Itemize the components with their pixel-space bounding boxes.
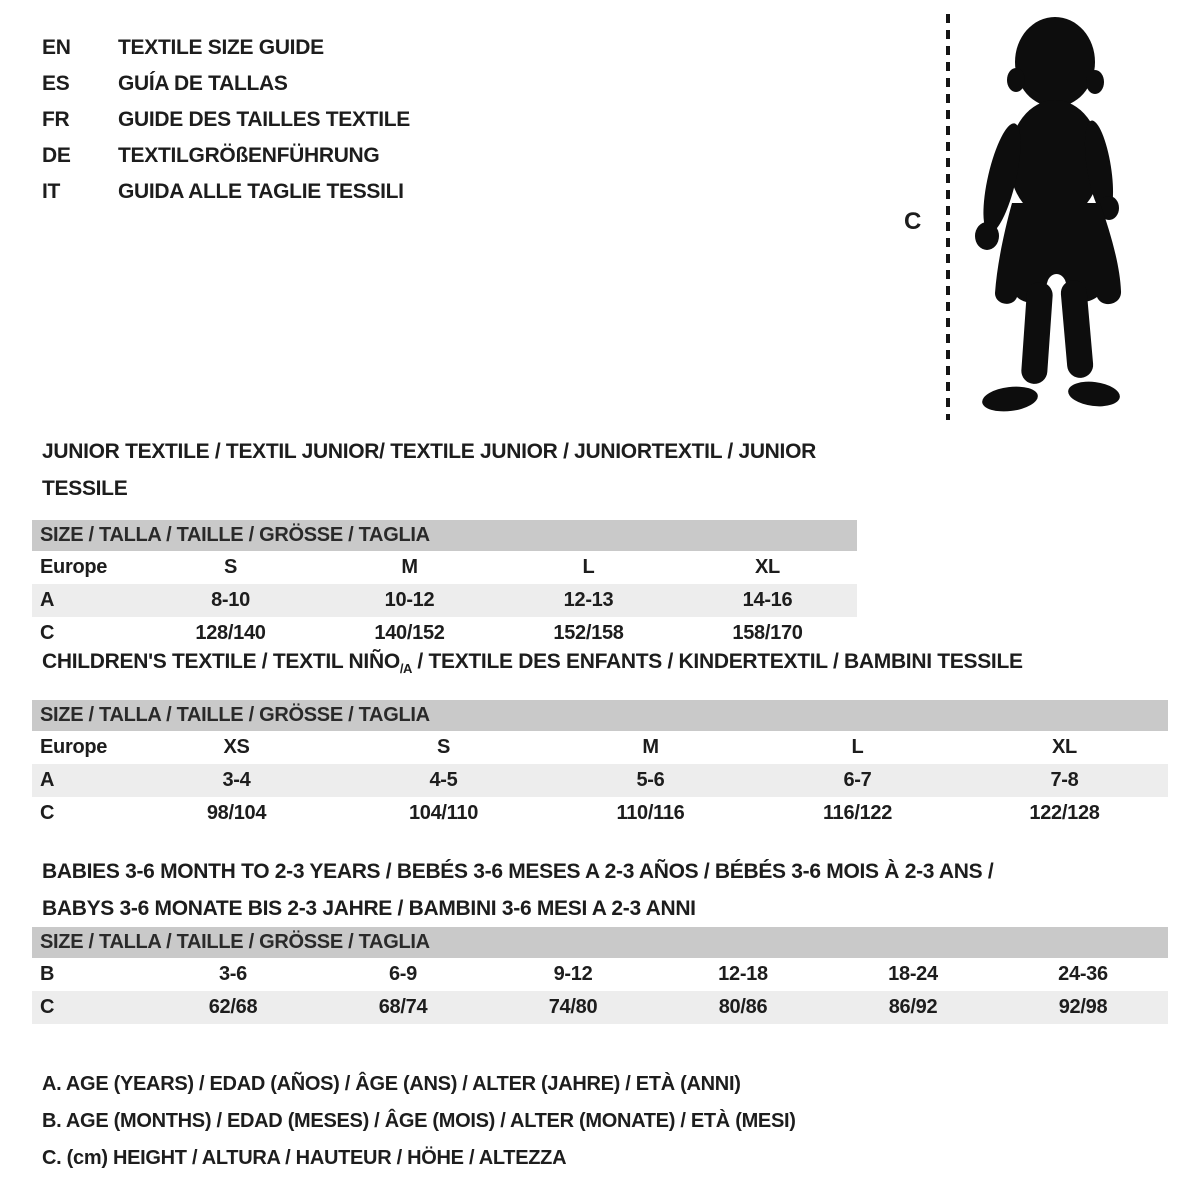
- size-header-bar: SIZE / TALLA / TAILLE / GRÖSSE / TAGLIA: [32, 520, 857, 551]
- children-textile-section: [32, 640, 1168, 830]
- cell-value: 98/104: [206, 802, 267, 825]
- cell-value: 5-6: [636, 769, 665, 792]
- cell-value: 140/152: [374, 622, 445, 644]
- language-code: DE: [42, 144, 71, 167]
- legend-line: A. AGE (YEARS) / EDAD (AÑOS) / ÂGE (ANS) / ALTER (JAHRE) / ETÀ (ANNI): [42, 1073, 741, 1095]
- section-title-line: [42, 853, 1168, 890]
- language-row: [42, 66, 410, 102]
- language-row: [42, 102, 410, 138]
- cell-value: 92/98: [1058, 996, 1108, 1018]
- section-title-line: [42, 433, 857, 507]
- cell-value: L: [582, 556, 595, 578]
- cell-value: 6-9: [388, 963, 417, 985]
- cell-value: XL: [1052, 736, 1077, 759]
- section-title: [32, 430, 857, 507]
- table-row: [32, 797, 1168, 830]
- cell-value: 4-5: [429, 769, 458, 792]
- title-text: / TEXTILE DES ENFANTS / KINDERTEXTIL / BAMBINI TESSILE: [411, 650, 1023, 673]
- cell-value: 18-24: [888, 963, 938, 985]
- section-title: [32, 850, 1168, 927]
- cell-value: 152/158: [553, 622, 624, 644]
- cell-value: XL: [755, 556, 780, 578]
- language-row: [42, 30, 410, 66]
- cell-value: 12-13: [563, 589, 614, 611]
- cell-value: XS: [223, 736, 250, 759]
- cell-value: M: [642, 736, 659, 759]
- language-title: TEXTILE SIZE GUIDE: [118, 36, 324, 59]
- cell-value: 74/80: [548, 996, 598, 1018]
- language-code: ES: [42, 72, 70, 95]
- cell-value: 12-18: [718, 963, 768, 985]
- language-title-list: [42, 30, 410, 210]
- cell-value: 24-36: [1058, 963, 1108, 985]
- babies-textile-section: [32, 850, 1168, 1024]
- section-title-line: [42, 643, 1168, 687]
- cell-value: 86/92: [888, 996, 938, 1018]
- cell-value: 104/110: [408, 802, 479, 825]
- cell-value: 116/122: [822, 802, 893, 825]
- junior-textile-section: [32, 430, 857, 650]
- language-title: GUIDA ALLE TAGLIE TESSILI: [118, 180, 404, 203]
- measurement-legend: [42, 1066, 796, 1177]
- language-row: [42, 138, 410, 174]
- toddler-silhouette-icon: [958, 10, 1143, 420]
- row-label: C: [40, 802, 55, 825]
- cell-value: 122/128: [1029, 802, 1100, 825]
- cell-value: 158/170: [732, 622, 803, 644]
- cell-value: S: [436, 736, 451, 759]
- cell-value: L: [851, 736, 864, 759]
- legend-line: C. (cm) HEIGHT / ALTURA / HAUTEUR / HÖHE / ALTEZZA: [42, 1147, 567, 1169]
- size-header-bar: SIZE / TALLA / TAILLE / GRÖSSE / TAGLIA: [32, 927, 1168, 958]
- cell-value: 6-7: [843, 769, 872, 792]
- table-row: [32, 764, 1168, 797]
- cell-value: 10-12: [384, 589, 435, 611]
- section-title-line: [42, 890, 1168, 927]
- cell-value: M: [401, 556, 418, 578]
- height-figure: [900, 8, 1170, 428]
- cell-value: 110/116: [616, 802, 685, 825]
- row-label: A: [40, 769, 55, 792]
- cell-value: 62/68: [208, 996, 258, 1018]
- cell-value: 8-10: [211, 589, 250, 611]
- title-subscript: /A: [399, 661, 412, 677]
- language-code: EN: [42, 36, 71, 59]
- legend-line: B. AGE (MONTHS) / EDAD (MESES) / ÂGE (MOIS) / ALTER (MONATE) / ETÀ (MESI): [42, 1110, 796, 1132]
- cell-value: 3-4: [222, 769, 251, 792]
- row-label: Europe: [40, 556, 108, 578]
- measure-label-c: C: [904, 208, 922, 235]
- row-label: B: [40, 963, 55, 985]
- title-text: CHILDREN'S TEXTILE / TEXTIL NIÑO: [42, 650, 400, 673]
- table-row: [32, 991, 1168, 1024]
- size-header-bar: SIZE / TALLA / TAILLE / GRÖSSE / TAGLIA: [32, 700, 1168, 731]
- language-code: IT: [42, 180, 61, 203]
- cell-value: 14-16: [742, 589, 793, 611]
- title-text: JUNIOR TEXTILE / TEXTIL JUNIOR/ TEXTILE JUNIOR / JUNIORTEXTIL / JUNIOR TESSILE: [42, 440, 816, 500]
- section-title: [32, 640, 1168, 687]
- row-label: C: [40, 996, 55, 1018]
- language-code: FR: [42, 108, 70, 131]
- table-row: [32, 551, 857, 584]
- cell-value: S: [223, 556, 238, 578]
- row-label: Europe: [40, 736, 108, 759]
- height-measure-dashed-line: [946, 14, 950, 420]
- cell-value: 7-8: [1050, 769, 1079, 792]
- cell-value: 3-6: [218, 963, 247, 985]
- cell-value: 80/86: [718, 996, 768, 1018]
- language-title: GUIDE DES TAILLES TEXTILE: [118, 108, 410, 131]
- row-label: A: [40, 589, 55, 611]
- cell-value: 9-12: [553, 963, 593, 985]
- language-title: TEXTILGRÖßENFÜHRUNG: [118, 144, 380, 167]
- table-row: [32, 584, 857, 617]
- row-label: C: [40, 622, 55, 644]
- language-row: [42, 174, 410, 210]
- title-text: BABIES 3-6 MONTH TO 2-3 YEARS / BEBÉS 3-6 MESES A 2-3 AÑOS / BÉBÉS 3-6 MOIS À 2-3 ANS /: [42, 860, 994, 883]
- language-title: GUÍA DE TALLAS: [118, 72, 288, 95]
- title-text: BABYS 3-6 MONATE BIS 2-3 JAHRE / BAMBINI 3-6 MESI A 2-3 ANNI: [42, 897, 696, 920]
- table-row: [32, 958, 1168, 991]
- cell-value: 128/140: [195, 622, 266, 644]
- table-row: [32, 731, 1168, 764]
- cell-value: 68/74: [378, 996, 428, 1018]
